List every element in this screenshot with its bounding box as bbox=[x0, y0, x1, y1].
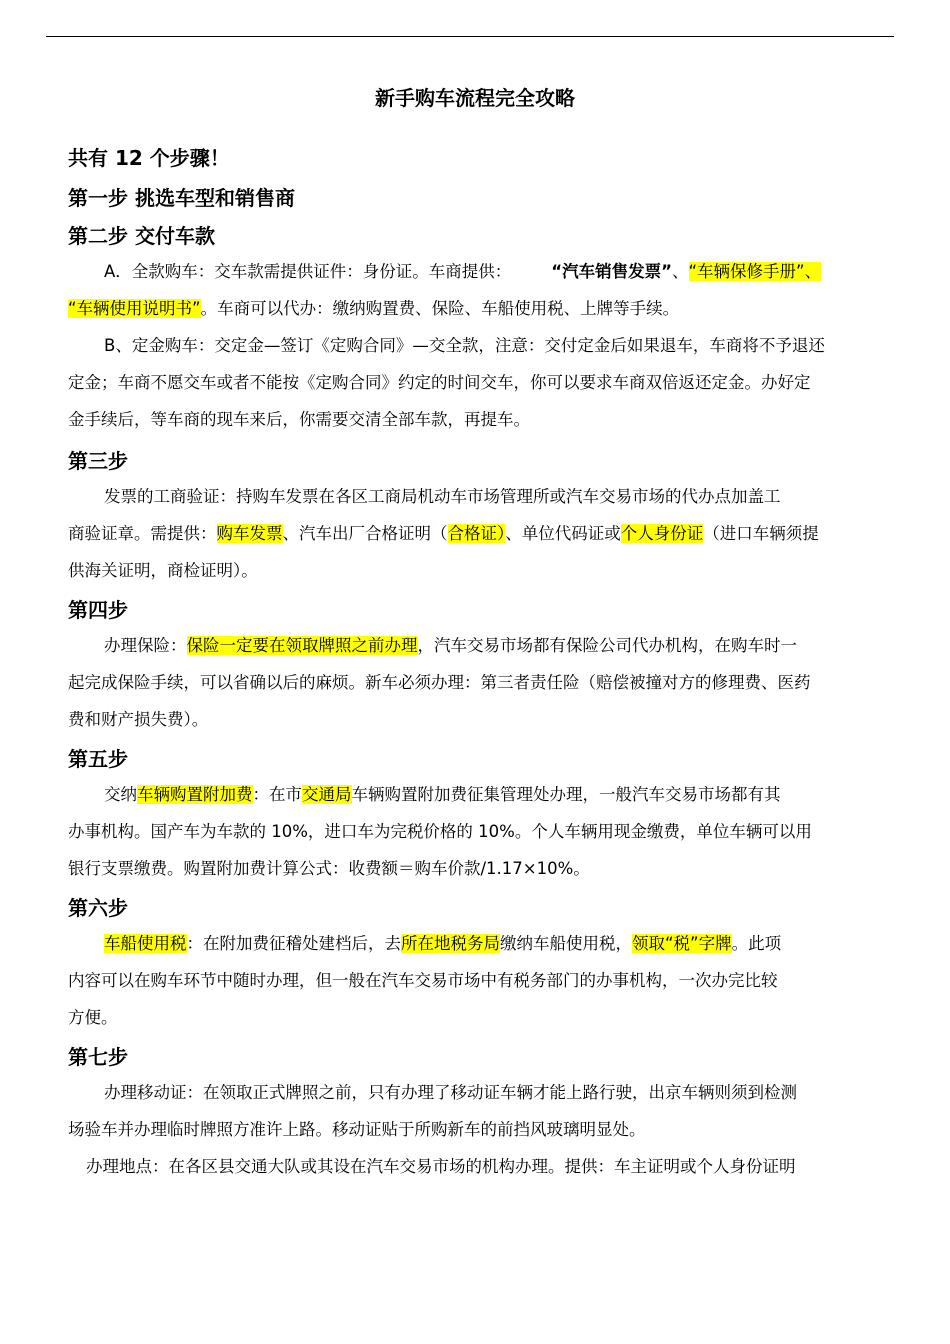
step3-text: （进口车辆须提 bbox=[703, 524, 819, 543]
step2-paragraph-a-line1 bbox=[68, 253, 930, 290]
step5-line2: 办事机构。国产车为车款的 10%，进口车为完税价格的 10%。个人车辆用现金缴费，单位车辆可以用 bbox=[68, 822, 812, 841]
step6-line3: 方便。 bbox=[68, 1008, 118, 1027]
step6-line2: 内容可以在购车环节中随时办理，但一般在汽车交易市场中有税务部门的办事机构，一次办完比较 bbox=[68, 971, 778, 990]
step4-line3: 费和财产损失费）。 bbox=[68, 710, 209, 729]
step4-line1 bbox=[68, 627, 930, 664]
step4-line2: 起完成保险手续，可以省确以后的麻烦。新车必须办理：第三者责任险（赔偿被撞对方的修理费、医药 bbox=[68, 673, 811, 692]
step3-line3: 供海关证明，商检证明）。 bbox=[68, 561, 258, 580]
step4-text: ，汽车交易市场都有保险公司代办机构，在购车时一 bbox=[417, 636, 797, 655]
step7-heading: 第七步 bbox=[68, 1045, 128, 1069]
step4-text: 办理保险： bbox=[104, 636, 187, 655]
step2-a-text: A．全款购车：交车款需提供证件：身份证。车商提供： bbox=[104, 262, 512, 281]
step5-text: 车辆购置附加费征集管理处办理，一般汽车交易市场都有其 bbox=[351, 785, 781, 804]
step6-text: 。此项 bbox=[731, 934, 782, 953]
step6-hl-tax: 车船使用税 bbox=[104, 934, 187, 953]
step3-text: 商验证章。需提供： bbox=[68, 524, 217, 543]
step2-doc-manual: “车辆使用说明书” bbox=[68, 299, 201, 318]
step3-text: 、汽车出厂合格证明（ bbox=[282, 524, 448, 543]
step3-text: 、单位代码证或 bbox=[505, 524, 621, 543]
step3-heading: 第三步 bbox=[68, 449, 128, 473]
step3-hl-certificate: 合格证） bbox=[447, 524, 506, 543]
step2-paragraph-b-line3: 金手续后，等车商的现车来后，你需要交清全部车款，再提车。 bbox=[68, 410, 530, 429]
step7-line1: 办理移动证：在领取正式牌照之前，只有办理了移动证车辆才能上路行驶，出京车辆则须到检测 bbox=[104, 1083, 797, 1102]
summary-heading: 共有 12 个步骤！ bbox=[68, 146, 230, 170]
step3-line2 bbox=[68, 515, 894, 552]
step6-heading: 第六步 bbox=[68, 896, 128, 920]
step2-separator: 、 bbox=[672, 262, 689, 281]
step2-heading: 第二步 交付车款 bbox=[68, 224, 215, 248]
step6-hl-tax-plate: 领取“税”字牌 bbox=[632, 934, 732, 953]
step5-text: 交纳 bbox=[104, 785, 137, 804]
header-rule bbox=[46, 36, 894, 37]
step2-a-rest: 。车商可以代办：缴纳购置费、保险、车船使用税、上牌等手续。 bbox=[200, 299, 680, 318]
document-title: 新手购车流程完全攻略 bbox=[375, 86, 575, 110]
step2-paragraph-b-line1: B、定金购车：交定金—签订《定购合同》—交全款，注意：交付定金后如果退车，车商将不予退还 bbox=[104, 336, 825, 355]
step6-line1 bbox=[68, 925, 930, 962]
step2-doc-invoice: “汽车销售发票” bbox=[551, 262, 672, 281]
step5-line1 bbox=[68, 776, 930, 813]
step6-text: ：在附加费征稽处建档后，去 bbox=[186, 934, 401, 953]
step5-line3: 银行支票缴费。购置附加费计算公式：收费额＝购车价款/1.17×10%。 bbox=[68, 859, 590, 878]
step5-hl-fee: 车辆购置附加费 bbox=[137, 785, 253, 804]
step5-heading: 第五步 bbox=[68, 747, 128, 771]
step3-line1: 发票的工商验证：持购车发票在各区工商局机动车市场管理所或汽车交易市场的代办点加盖工 bbox=[104, 487, 781, 506]
step4-hl-insurance: 保险一定要在领取牌照之前办理 bbox=[186, 636, 418, 655]
step4-heading: 第四步 bbox=[68, 598, 128, 622]
step1-heading: 第一步 挑选车型和销售商 bbox=[68, 186, 295, 210]
step7-line2: 场验车并办理临时牌照方准许上路。移动证贴于所购新车的前挡风玻璃明显处。 bbox=[68, 1120, 646, 1139]
step5-text: ：在市 bbox=[252, 785, 302, 804]
step3-hl-id-card: 个人身份证 bbox=[620, 524, 704, 543]
step7-line3: 办理地点：在各区县交通大队或其设在汽车交易市场的机构办理。提供：车主证明或个人身份证明 bbox=[86, 1157, 796, 1176]
step5-hl-bureau: 交通局 bbox=[302, 785, 352, 804]
step6-hl-tax-bureau: 所在地税务局 bbox=[401, 934, 500, 953]
step3-hl-invoice: 购车发票 bbox=[216, 524, 283, 543]
step6-text: 缴纳车船使用税， bbox=[500, 934, 632, 953]
step2-paragraph-a-line2 bbox=[68, 290, 894, 327]
step2-doc-warranty: “车辆保修手册”、 bbox=[688, 262, 822, 281]
step2-paragraph-b-line2: 定金；车商不愿交车或者不能按《定购合同》约定的时间交车，你可以要求车商双倍返还定金。办好定 bbox=[68, 373, 811, 392]
